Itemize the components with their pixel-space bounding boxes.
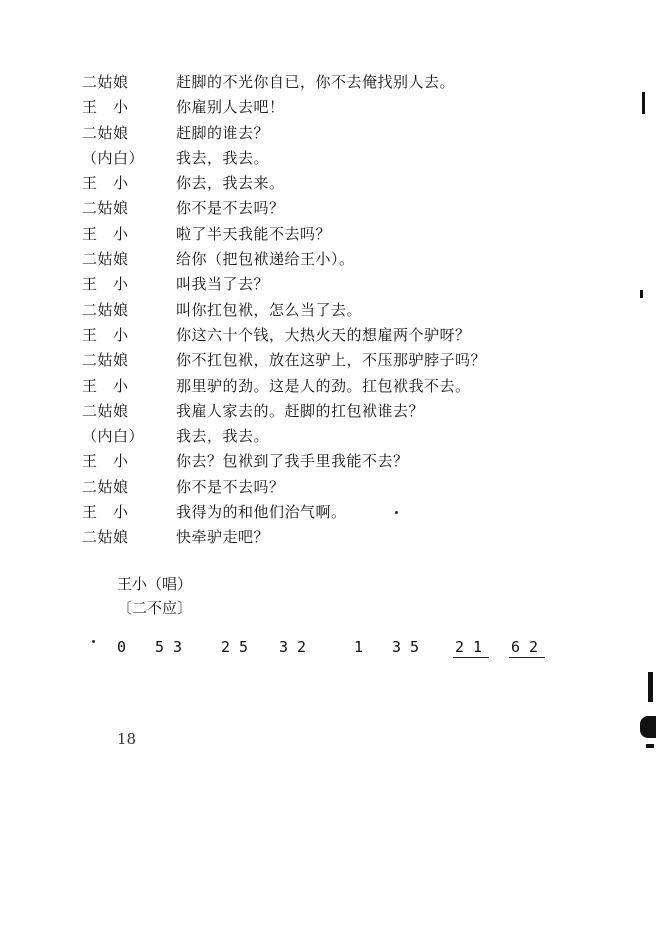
speaker: 王 小 [82, 376, 129, 395]
song-heading [117, 572, 192, 620]
line-text: 赶脚的谁去？ [176, 123, 270, 142]
speaker: 二姑娘 [82, 123, 129, 142]
note: 5 [410, 638, 420, 656]
line-text: 赶脚的不光你自已，你不去俺找别人去。 [176, 73, 456, 91]
line-text: 我去，我去。 [176, 148, 270, 167]
dialogue-line [82, 525, 642, 550]
ink-speck [92, 640, 95, 643]
line-text: 我去，我去。 [176, 427, 270, 446]
dialogue-line [82, 222, 642, 247]
jianpu-notation [117, 638, 557, 668]
speaker: 二姑娘 [82, 199, 129, 218]
speaker: 王 小 [82, 503, 129, 522]
line-text: 你不是不去吗？ [176, 477, 285, 496]
dialogue-line [82, 247, 642, 272]
note: 2 [221, 638, 231, 656]
line-text: 啦了半天我能不去吗？ [176, 224, 332, 243]
speaker: 王 小 [82, 98, 129, 117]
line-text: 你去，我去来。 [176, 174, 285, 193]
song-tune: 〔二不应〕 [117, 599, 193, 617]
speaker: （内白） [82, 427, 145, 446]
line-text: 那里驴的劲。这是人的劲。扛包袱我不去。 [176, 376, 471, 395]
dialogue-line [82, 374, 642, 399]
dialogue-line [82, 196, 642, 221]
dialogue-line [82, 70, 642, 95]
dialogue-line [82, 298, 642, 323]
speaker: 二姑娘 [82, 351, 129, 370]
ink-speck [395, 511, 398, 514]
line-text: 你不是不去吗？ [176, 199, 285, 218]
scan-edge-mark [646, 744, 654, 748]
line-text: 你雇别人去吧！ [176, 98, 285, 117]
dialogue-block [82, 70, 642, 551]
dialogue-line [82, 323, 642, 348]
dialogue-line [82, 500, 642, 525]
dialogue-line [82, 424, 642, 449]
note-underline [453, 657, 489, 658]
dialogue-line [82, 348, 642, 373]
scan-edge-mark [640, 716, 656, 738]
speaker: （内白） [82, 148, 145, 167]
dialogue-line [82, 171, 642, 196]
line-text: 你这六十个钱，大热火天的想雇两个驴呀？ [176, 325, 471, 344]
scan-edge-mark [648, 672, 653, 702]
line-text: 我雇人家去的。赶脚的扛包袱谁去？ [176, 401, 425, 420]
song-title: 王小（唱） [117, 575, 193, 593]
line-text: 叫我当了去？ [176, 275, 270, 294]
dialogue-line [82, 146, 642, 171]
speaker: 二姑娘 [82, 401, 129, 420]
speaker: 二姑娘 [82, 300, 129, 319]
note-underline [509, 657, 545, 658]
dialogue-line [82, 95, 642, 120]
note: 6 [511, 638, 521, 656]
speaker: 王 小 [82, 275, 129, 294]
note: 3 [392, 638, 402, 656]
dialogue-line [82, 399, 642, 424]
note: 1 [354, 638, 364, 656]
line-text: 快牵驴走吧？ [176, 528, 270, 547]
speaker: 二姑娘 [82, 528, 129, 547]
note: 3 [279, 638, 289, 656]
note: 2 [455, 638, 465, 656]
page-number: 18 [117, 730, 137, 748]
line-text: 给你（把包袱递给王小）。 [176, 250, 355, 269]
scan-edge-mark [640, 290, 643, 298]
note: 2 [529, 638, 539, 656]
speaker: 王 小 [82, 224, 129, 243]
speaker: 二姑娘 [82, 477, 129, 496]
dialogue-line [82, 121, 642, 146]
speaker: 王 小 [82, 452, 129, 471]
line-text: 叫你扛包袱，怎么当了去。 [176, 300, 363, 319]
line-text: 你不扛包袱，放在这驴上，不压那驴脖子吗？ [176, 351, 487, 370]
dialogue-line [82, 272, 642, 297]
speaker: 二姑娘 [82, 73, 129, 91]
line-text: 你去？包袱到了我手里我能不去？ [176, 452, 409, 471]
note: 5 [155, 638, 165, 656]
note: 5 [239, 638, 249, 656]
note: 2 [297, 638, 307, 656]
speaker: 王 小 [82, 174, 129, 193]
note: 1 [473, 638, 483, 656]
dialogue-line [82, 449, 642, 474]
scan-edge-mark [642, 92, 645, 114]
note: 0 [117, 638, 127, 656]
speaker: 王 小 [82, 325, 129, 344]
note: 3 [173, 638, 183, 656]
dialogue-line [82, 475, 642, 500]
line-text: 我得为的和他们治气啊。 [176, 503, 347, 522]
speaker: 二姑娘 [82, 250, 129, 269]
